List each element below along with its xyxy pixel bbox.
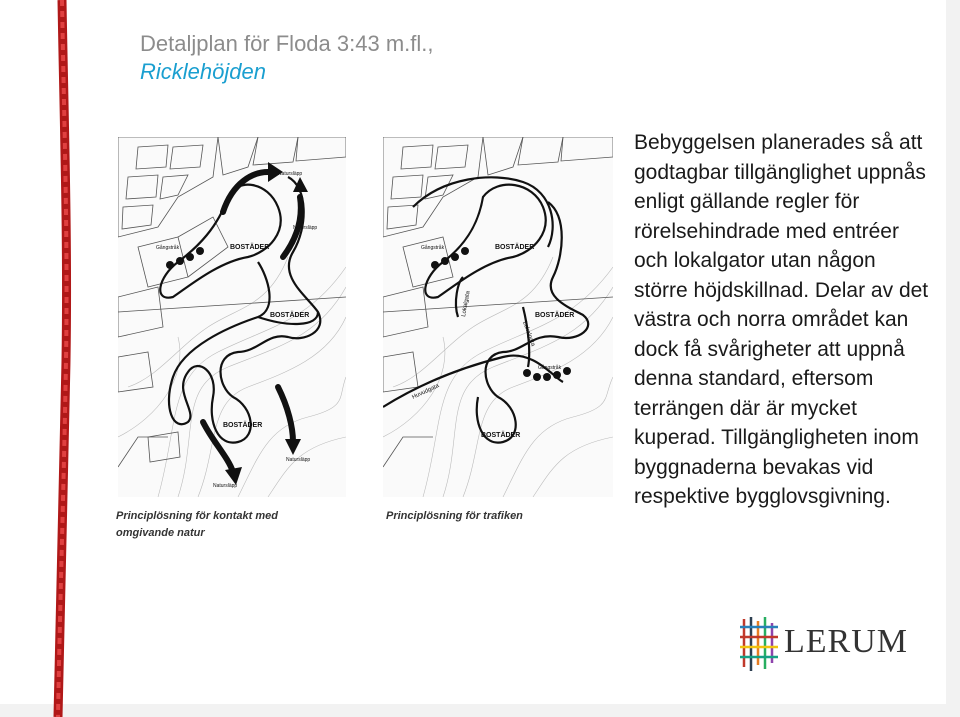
map-left-label-gangstrak: Gångstråk — [156, 245, 180, 251]
map-left-drawing — [118, 137, 346, 497]
map-left-label-naturslapp-3: Natursläpp — [286, 457, 311, 463]
map-right-label-lokalgata-2: Lokalgata — [521, 320, 536, 348]
map-right-label-lokalgata-1: Lokalgata — [461, 290, 472, 318]
map-right-label-huvudgata: Huvudgata — [411, 383, 441, 401]
map-left-label-naturslapp-1: Natursläpp — [278, 171, 303, 177]
body-paragraph: Bebyggelsen planerades så att godtagbar tillgänglighet uppnås enligt gällande regler för rörelsehindrade med entréer och lokalgator utan någon större höjdskillnad. Delar av det västra och norra området kan dock få svårigheter att uppnå denna standard, eftersom terrängen där är mycket kuperad. Tillgängligheten inom byggnaderna bevakas vid respektive bygglovsgivning. — [634, 131, 929, 508]
map-right-label-gangstrak-1: Gångstråk — [421, 245, 445, 251]
title-main: Detaljplan för Floda 3:43 m.fl., — [140, 31, 434, 56]
map-right-caption: Principlösning för trafiken — [386, 510, 523, 522]
map-right-label-bostader-1: BOSTÄDER — [495, 244, 535, 251]
lerum-emblem-icon — [738, 615, 780, 673]
map-right-label-gangstrak-2: Gångstråk — [538, 365, 562, 371]
map-left-label-bostader-3: BOSTÄDER — [223, 422, 263, 429]
logo-text: LERUM — [784, 623, 908, 660]
map-right-label-bostader-2: BOSTÄDER — [535, 312, 575, 319]
title-subtitle: Ricklehöjden — [140, 59, 266, 84]
map-right-label-bostader-3: BOSTÄDER — [481, 432, 521, 439]
map-left-label-naturslapp-4: Natursläpp — [213, 483, 238, 489]
map-traffic — [383, 137, 613, 497]
map-right-drawing — [383, 137, 613, 497]
map-left-label-naturslapp-2: Natursläpp — [293, 225, 318, 231]
lerum-logo — [738, 615, 908, 673]
map-nature-contact — [118, 137, 346, 497]
map-left-caption: Principlösning för kontakt med omgivande natur — [116, 510, 278, 539]
rope-decoration — [22, 0, 82, 717]
map-left-label-bostader-2: BOSTÄDER — [270, 312, 310, 319]
slide-title — [140, 30, 560, 86]
map-left-label-bostader-1: BOSTÄDER — [230, 244, 270, 251]
